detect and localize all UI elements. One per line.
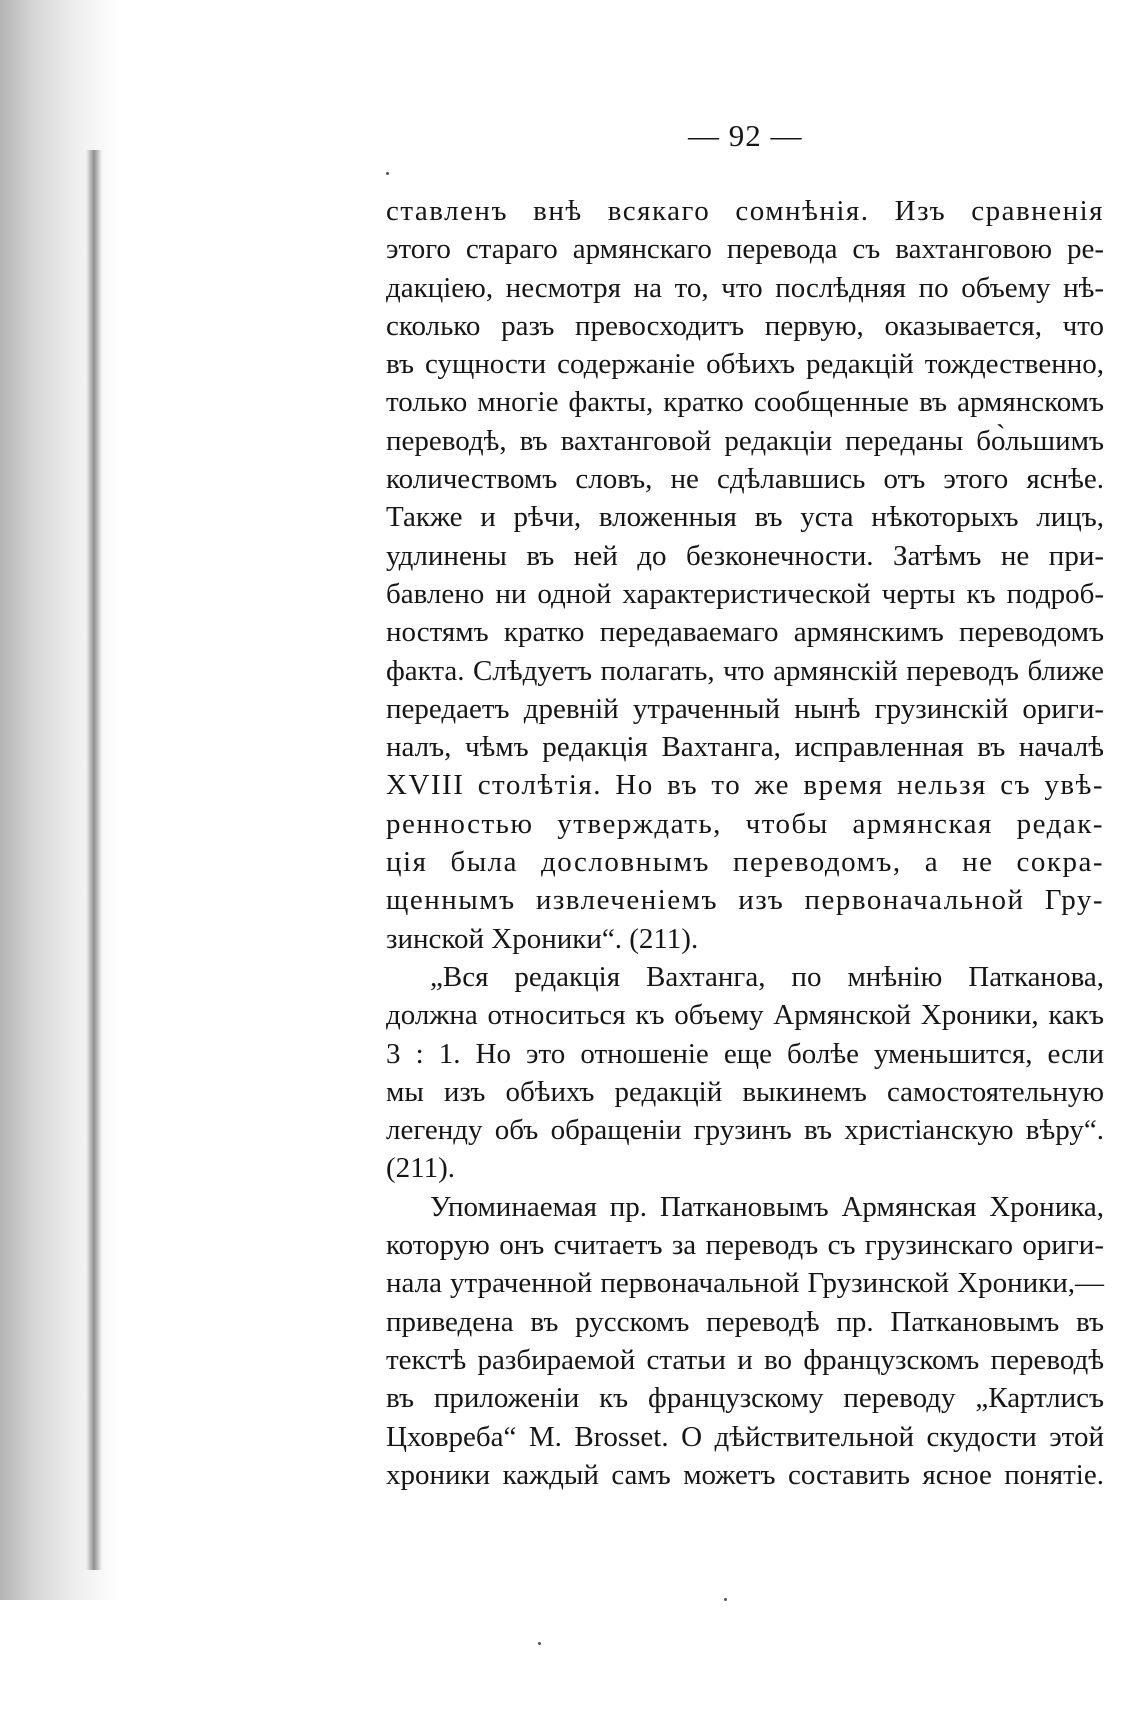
text-line: бавлено ни одной характеристической черты къ подроб-	[386, 577, 1104, 610]
page-binding-shadow	[0, 0, 120, 1600]
text-line: приведена въ русскомъ переводѣ пр. Паткановымъ въ	[386, 1305, 1104, 1338]
text-line: факта. Слѣдуетъ полагать, что армянскій переводъ ближе	[386, 654, 1104, 687]
text-line: переводѣ, въ вахтанговой редакціи переданы бо̀льшимъ	[386, 424, 1104, 457]
print-speck	[386, 172, 389, 175]
text-line: которую онъ считаетъ за переводъ съ грузинскаго ориги-	[386, 1229, 1104, 1262]
text-line: дакціею, несмотря на то, что послѣдняя по объему нѣ-	[386, 271, 1104, 304]
text-line: (211).	[386, 1152, 455, 1185]
text-line: щеннымъ извлеченіемъ изъ первоначальной Гру-	[386, 884, 1104, 917]
text-line: должна относиться къ объему Армянской Хроники, какъ	[386, 999, 1104, 1032]
text-line: „Вся редакція Вахтанга, по мнѣнію Патканова,	[430, 960, 1104, 993]
text-line: ностямъ кратко передаваемаго армянскимъ переводомъ	[386, 616, 1104, 649]
text-line: налъ, чѣмъ редакція Вахтанга, исправленная въ началѣ	[386, 731, 1104, 764]
print-speck	[724, 1598, 727, 1601]
binding-streak	[86, 150, 102, 1570]
text-line: Также и рѣчи, вложенныя въ уста нѣкоторыхъ лицъ,	[386, 501, 1104, 534]
text-line: въ приложеніи къ французскому переводу „Картлисъ	[386, 1382, 1104, 1415]
page-number: — 92 —	[688, 118, 803, 153]
text-line: Цховреба“ M. Brosset. О дѣйствительной скудости этой	[386, 1420, 1104, 1453]
text-line: удлинены въ ней до безконечности. Затѣмъ не при-	[386, 539, 1104, 572]
text-line: количествомъ словъ, не сдѣлавшись отъ этого яснѣе.	[386, 463, 1104, 496]
text-line: ція была дословнымъ переводомъ, а не сокра-	[386, 846, 1104, 879]
print-speck	[538, 1642, 541, 1645]
text-line: 3 : 1. Но это отношеніе еще болѣе уменьшится, если	[386, 1037, 1104, 1070]
text-line: сколько разъ превосходитъ первую, оказывается, что	[386, 309, 1104, 342]
text-line: нала утраченной первоначальной Грузинской Хроники,—	[386, 1267, 1104, 1300]
text-line: XVIII столѣтія. Но въ то же время нельзя съ увѣ-	[386, 769, 1104, 802]
text-line: зинской Хроники“. (211).	[386, 922, 699, 955]
text-line: Упоминаемая пр. Паткановымъ Армянская Хроника,	[430, 1190, 1104, 1223]
body-text	[386, 192, 1104, 1494]
text-line: ренностью утверждать, чтобы армянская редак-	[386, 807, 1104, 840]
text-line: ставленъ внѣ всякаго сомнѣнія. Изъ сравненія	[386, 195, 1104, 227]
text-line: легенду объ обращеніи грузинъ въ христіанскую вѣру“.	[386, 1114, 1104, 1147]
text-line: этого стараго армянскаго перевода съ вахтанговою ре-	[386, 233, 1104, 266]
text-line: только многіе факты, кратко сообщенные въ армянскомъ	[386, 386, 1104, 419]
text-line: передаетъ древній утраченный нынѣ грузинскій ориги-	[386, 692, 1104, 725]
text-line: хроники каждый самъ можетъ составить ясное понятіе.	[386, 1458, 1104, 1491]
text-line: въ сущности содержаніе обѣихъ редакцій тождественно,	[386, 348, 1104, 381]
text-line: текстѣ разбираемой статьи и во французскомъ переводѣ	[386, 1343, 1104, 1376]
text-line: мы изъ обѣихъ редакцій выкинемъ самостоятельную	[386, 1075, 1104, 1108]
